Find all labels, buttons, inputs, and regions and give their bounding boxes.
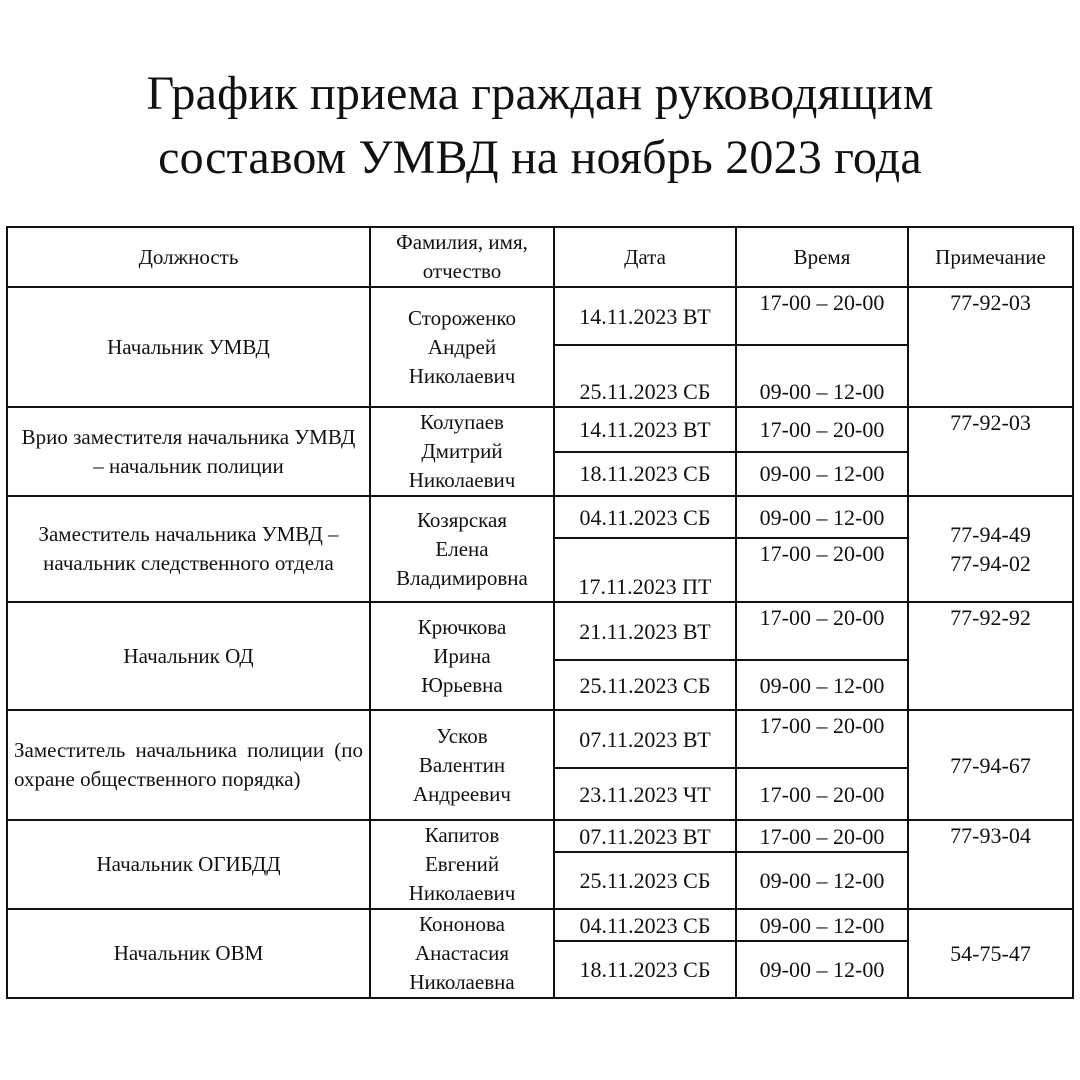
- header-position: Должность: [7, 227, 370, 287]
- date-cell: 21.11.2023 ВТ: [554, 602, 736, 660]
- time-cell: 09-00 – 12-00: [736, 660, 908, 710]
- surname: Колупаев: [420, 410, 504, 434]
- name-cell: [370, 496, 554, 602]
- note-cell: [908, 602, 1073, 710]
- time-cell: 17-00 – 20-00: [736, 602, 908, 660]
- name-cell: [370, 710, 554, 820]
- name-cell: [370, 602, 554, 710]
- date-cell: 07.11.2023 ВТ: [554, 820, 736, 852]
- table-row: [7, 710, 1073, 768]
- phone-number: 77-94-67: [950, 752, 1031, 778]
- name-cell: [370, 909, 554, 998]
- first-name: Анастасия: [414, 941, 510, 965]
- position-cell: Начальник ОВМ: [7, 909, 370, 998]
- time-cell: 09-00 – 12-00: [736, 909, 908, 941]
- time-cell: 17-00 – 20-00: [736, 820, 908, 852]
- date-cell: 17.11.2023 ПТ: [554, 538, 736, 602]
- position-cell: Начальник ОГИБДД: [7, 820, 370, 909]
- first-name: Евгений: [424, 852, 500, 876]
- title-line-1: График приема граждан руководящим: [146, 67, 934, 120]
- surname: Усков: [436, 723, 488, 748]
- header-name-line-1: Фамилия, имя,: [396, 230, 528, 254]
- patronymic: Андреевич: [413, 781, 511, 806]
- date-cell: 25.11.2023 СБ: [554, 852, 736, 909]
- position-cell: Заместитель начальника УМВД – начальник следственного отдела: [7, 496, 370, 602]
- note-cell: [908, 710, 1073, 820]
- note-cell: [908, 407, 1073, 496]
- first-name: Елена: [435, 536, 489, 561]
- header-date: Дата: [554, 227, 736, 287]
- time-cell: 17-00 – 20-00: [736, 287, 908, 345]
- time-cell: 09-00 – 12-00: [736, 345, 908, 407]
- patronymic: Николаевич: [408, 881, 516, 905]
- phone-number: 77-92-03: [950, 290, 1031, 315]
- phone-number: 77-92-92: [950, 605, 1031, 630]
- phone-number: 54-75-47: [950, 941, 1031, 966]
- first-name: Дмитрий: [421, 439, 503, 463]
- note-cell: [908, 909, 1073, 998]
- date-cell: 07.11.2023 ВТ: [554, 710, 736, 768]
- date-cell: 23.11.2023 ЧТ: [554, 768, 736, 820]
- date-cell: 18.11.2023 СБ: [554, 452, 736, 497]
- patronymic: Юрьевна: [421, 672, 503, 697]
- patronymic: Николаевич: [408, 468, 516, 492]
- date-cell: 18.11.2023 СБ: [554, 941, 736, 998]
- schedule-table: [6, 226, 1074, 999]
- note-cell: [908, 287, 1073, 407]
- header-name: [370, 227, 554, 287]
- date-cell: 14.11.2023 ВТ: [554, 287, 736, 345]
- time-cell: 09-00 – 12-00: [736, 452, 908, 497]
- table-row: [7, 496, 1073, 538]
- position-cell: Начальник ОД: [7, 602, 370, 710]
- table-row: [7, 820, 1073, 852]
- table-row: [7, 909, 1073, 941]
- name-cell: [370, 287, 554, 407]
- note-cell: [908, 820, 1073, 909]
- phone-number: 77-94-49: [950, 522, 1031, 547]
- header-note: Примечание: [908, 227, 1073, 287]
- surname: Стороженко: [407, 305, 517, 330]
- header-name-line-2: отчество: [422, 259, 502, 283]
- surname: Капитов: [424, 823, 500, 847]
- phone-number: 77-92-03: [950, 410, 1031, 435]
- position-cell: Начальник УМВД: [7, 287, 370, 407]
- table-row: [7, 287, 1073, 345]
- surname: Кононова: [419, 912, 505, 936]
- note-cell: [908, 496, 1073, 602]
- patronymic: Николаевич: [408, 363, 516, 388]
- table-header-row: [7, 227, 1073, 287]
- date-cell: 25.11.2023 СБ: [554, 345, 736, 407]
- time-cell: 17-00 – 20-00: [736, 768, 908, 820]
- position-cell: Врио заместителя начальника УМВД – начальник полиции: [7, 407, 370, 496]
- name-cell: [370, 820, 554, 909]
- time-cell: 17-00 – 20-00: [736, 710, 908, 768]
- patronymic: Владимировна: [396, 565, 528, 590]
- surname: Крючкова: [417, 614, 507, 639]
- date-cell: 04.11.2023 СБ: [554, 909, 736, 941]
- surname: Козярская: [416, 507, 508, 532]
- first-name: Валентин: [418, 752, 506, 777]
- time-cell: 17-00 – 20-00: [736, 407, 908, 452]
- date-cell: 14.11.2023 ВТ: [554, 407, 736, 452]
- first-name: Андрей: [427, 334, 497, 359]
- first-name: Ирина: [433, 643, 491, 668]
- date-cell: 25.11.2023 СБ: [554, 660, 736, 710]
- phone-number: 77-93-04: [950, 823, 1031, 848]
- name-cell: [370, 407, 554, 496]
- time-cell: 09-00 – 12-00: [736, 852, 908, 909]
- position-cell: Заместитель начальника полиции (по охране общественного порядка): [7, 710, 370, 820]
- page-title: [0, 62, 1080, 190]
- date-cell: 04.11.2023 СБ: [554, 496, 736, 538]
- time-cell: 17-00 – 20-00: [736, 538, 908, 602]
- table-row: [7, 407, 1073, 452]
- table-row: [7, 602, 1073, 660]
- time-cell: 09-00 – 12-00: [736, 496, 908, 538]
- title-line-2: составом УМВД на ноябрь 2023 года: [158, 131, 922, 184]
- patronymic: Николаевна: [409, 970, 515, 994]
- phone-number: 77-94-02: [950, 551, 1031, 576]
- time-cell: 09-00 – 12-00: [736, 941, 908, 998]
- header-time: Время: [736, 227, 908, 287]
